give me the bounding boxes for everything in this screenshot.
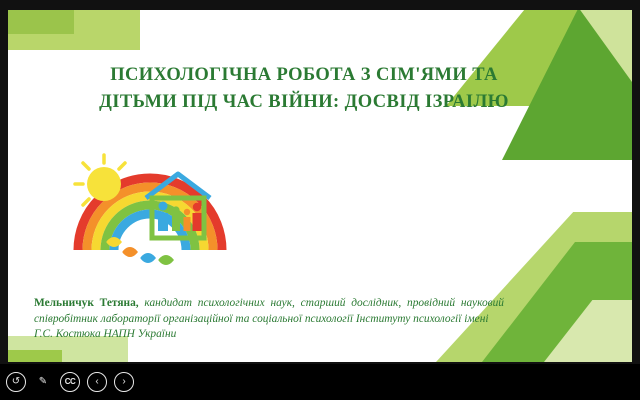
author-affiliation: Г.С. Костюка НАПН України bbox=[34, 328, 177, 341]
slide-title-line-1: ПСИХОЛОГІЧНА РОБОТА З СІМ'ЯМИ ТА bbox=[110, 65, 498, 85]
previous-icon[interactable]: ‹ bbox=[87, 372, 107, 392]
author-name: Мельничук Тетяна, bbox=[34, 297, 139, 309]
player-toolbar bbox=[0, 364, 640, 400]
closed-caption-icon[interactable]: CC bbox=[60, 372, 80, 392]
slide-title bbox=[42, 62, 566, 116]
slide-canvas bbox=[8, 10, 632, 362]
author-block bbox=[34, 296, 504, 343]
rotate-left-icon[interactable]: ↺ bbox=[6, 372, 26, 392]
slide-title-line-2: ДІТЬМИ ПІД ЧАС ВІЙНИ: ДОСВІД ІЗРАІЛЮ bbox=[99, 92, 509, 112]
author-role: кандидат психологічних наук, старший дослідник, провідний науковий співробітник лабораторії організаційної та соціальної психології Інституту психології імені bbox=[34, 297, 504, 325]
decorative-shape-top-left-accent bbox=[8, 10, 74, 34]
decorative-shape-bottom-left-accent bbox=[8, 350, 62, 362]
pencil-icon[interactable]: ✎ bbox=[38, 376, 48, 387]
next-icon[interactable]: › bbox=[114, 372, 134, 392]
organization-logo bbox=[60, 138, 260, 268]
